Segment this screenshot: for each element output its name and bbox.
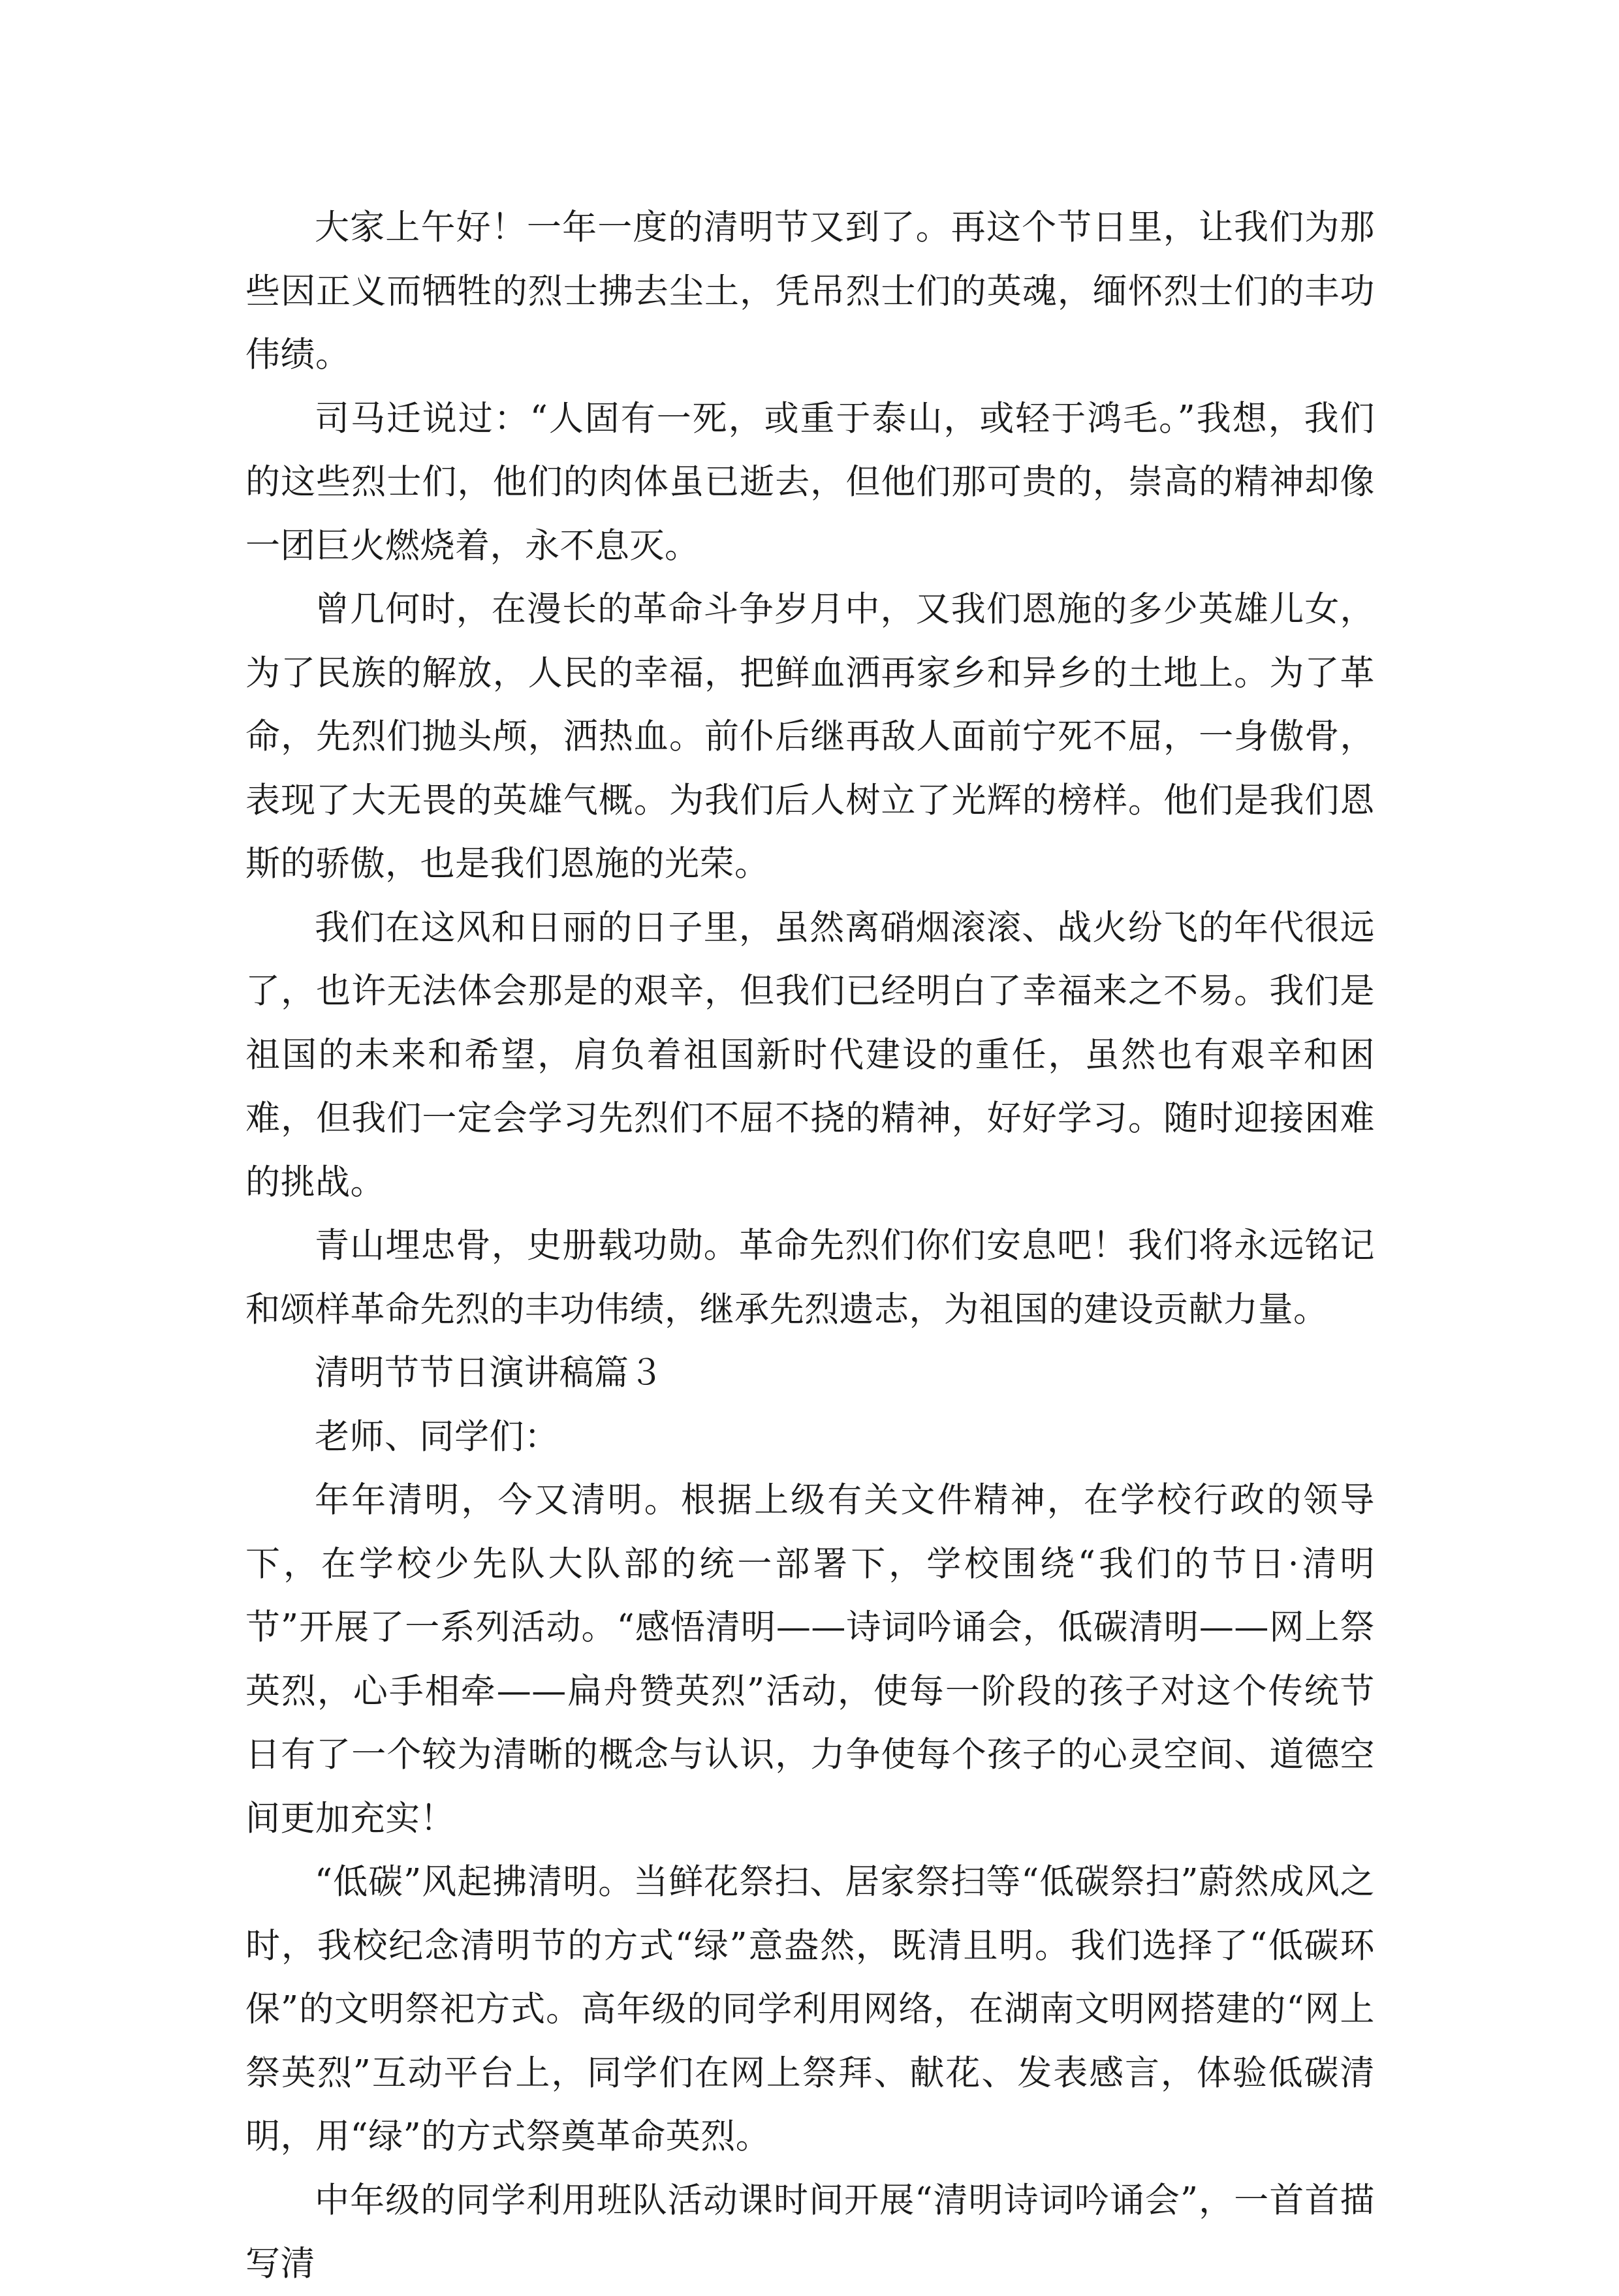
document-body [245,196,1375,2296]
paragraph-5: 青山埋忠骨，史册载功勋。革命先烈们你们安息吧！我们将永远铭记和颂样革命先烈的丰功伟绩，继承先烈遗志，为祖国的建设贡献力量。 [245,1226,1375,1329]
paragraph-2: 司马迁说过：“人固有一死，或重于泰山，或轻于鸿毛。”我想，我们的这些烈士们，他们的肉体虽已逝去，但他们那可贵的，崇高的精神却像一团巨火燃烧着，永不息灭。 [245,398,1375,566]
paragraph-7: “低碳”风起拂清明。当鲜花祭扫、居家祭扫等“低碳祭扫”蔚然成风之时，我校纪念清明节的方式“绿”意盎然，既清且明。我们选择了“低碳环保”的文明祭祀方式。高年级的同学利用网络，在湖南文明网搭建的“网上祭英烈”互动平台上，同学们在网上祭拜、献花、发表感言，体验低碳清明，用“绿”的方式祭奠革命英烈。 [245,1862,1375,2156]
section-title: 清明节节日演讲稿篇３ [315,1353,664,1393]
paragraph-1: 大家上午好！一年一度的清明节又到了。再这个节日里，让我们为那些因正义而牺牲的烈士拂去尘土，凭吊烈士们的英魂，缅怀烈士们的丰功伟绩。 [245,208,1375,375]
paragraph-6: 年年清明，今又清明。根据上级有关文件精神，在学校行政的领导下，在学校少先队大队部的统一部署下，学校围绕“我们的节日·清明节”开展了一系列活动。“感悟清明——诗词吟诵会，低碳清明——网上祭英烈，心手相牵——扁舟赞英烈”活动，使每一阶段的孩子对这个传统节日有了一个较为清晰的概念与认识，力争使每个孩子的心灵空间、道德空间更加充实！ [245,1480,1375,1838]
paragraph-8: 中年级的同学利用班队活动课时间开展“清明诗词吟诵会”，一首首描写清 [245,2180,1375,2284]
salutation: 老师、同学们： [315,1416,559,1457]
paragraph-3: 曾几何时，在漫长的革命斗争岁月中，又我们恩施的多少英雄儿女，为了民族的解放，人民的幸福，把鲜血洒再家乡和异乡的土地上。为了革命，先烈们抛头颅，洒热血。前仆后继再敌人面前宁死不屈，一身傲骨，表现了大无畏的英雄气概。为我们后人树立了光辉的榜样。他们是我们恩斯的骄傲，也是我们恩施的光荣。 [245,589,1375,884]
paragraph-4: 我们在这风和日丽的日子里，虽然离硝烟滚滚、战火纷飞的年代很远了，也许无法体会那是的艰辛，但我们已经明白了幸福来之不易。我们是祖国的未来和希望，肩负着祖国新时代建设的重任，虽然也有艰辛和困难，但我们一定会学习先烈们不屈不挠的精神，好好学习。随时迎接困难的挑战。 [245,907,1375,1202]
